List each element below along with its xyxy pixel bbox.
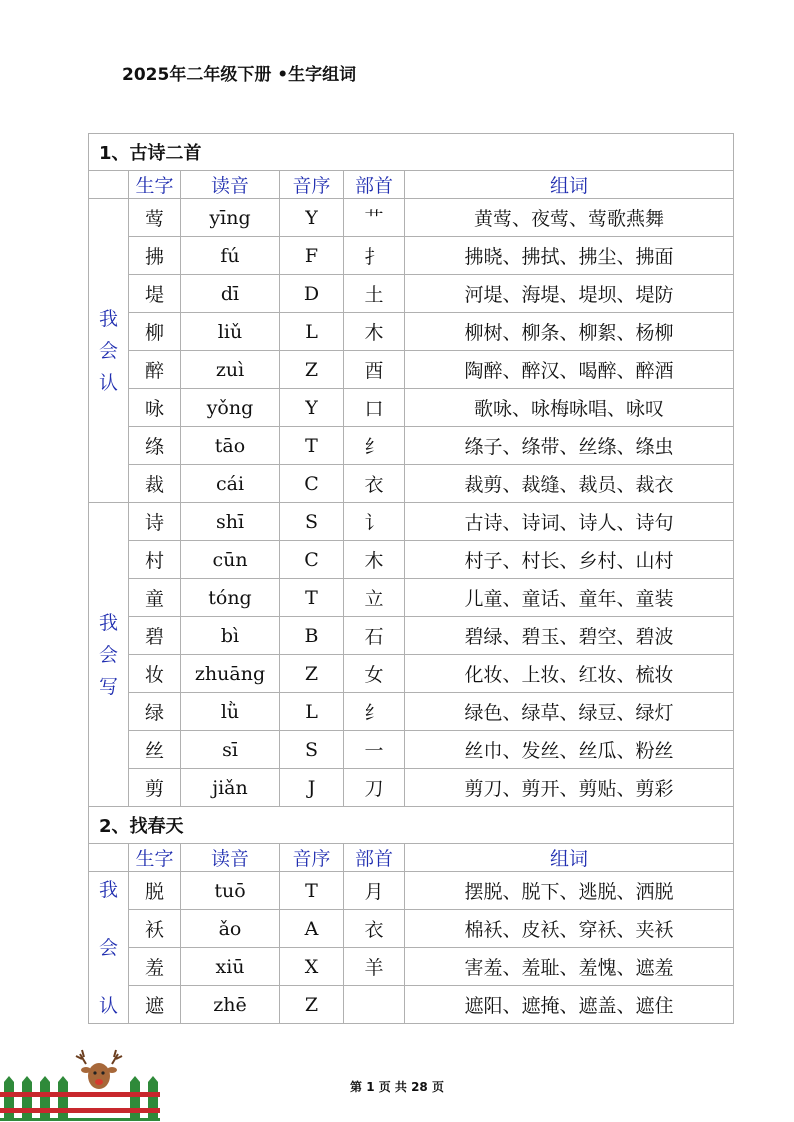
cell-radical: 木	[344, 541, 405, 579]
cell-pinyin: tóng	[181, 579, 280, 617]
cell-words: 歌咏、咏梅咏唱、咏叹	[405, 389, 734, 427]
cell-char: 袄	[129, 910, 181, 948]
table-row	[89, 948, 734, 986]
header-char: 生字	[129, 171, 181, 199]
group-label-char: 会	[98, 339, 118, 362]
cell-char: 裁	[129, 465, 181, 503]
cell-pinyin: liǔ	[181, 313, 280, 351]
cell-char: 童	[129, 579, 181, 617]
header-pinyin: 读音	[181, 171, 280, 199]
section-header	[89, 807, 734, 844]
table-row	[89, 579, 734, 617]
cell-radical: 酉	[344, 351, 405, 389]
cell-char: 莺	[129, 199, 181, 237]
header-words: 组词	[405, 844, 734, 872]
page-title: 2025年二年级下册 •生字组词	[122, 65, 357, 85]
cell-words: 古诗、诗词、诗人、诗句	[405, 503, 734, 541]
header-blank	[89, 844, 129, 872]
cell-order: T	[280, 872, 344, 910]
cell-order: F	[280, 237, 344, 275]
cell-radical: 石	[344, 617, 405, 655]
cell-pinyin: zhuāng	[181, 655, 280, 693]
cell-pinyin: cái	[181, 465, 280, 503]
header-words: 组词	[405, 171, 734, 199]
table-row	[89, 351, 734, 389]
cell-pinyin: sī	[181, 731, 280, 769]
header-pinyin: 读音	[181, 844, 280, 872]
header-radical: 部首	[344, 844, 405, 872]
cell-pinyin: tuō	[181, 872, 280, 910]
cell-order: D	[280, 275, 344, 313]
cell-pinyin: dī	[181, 275, 280, 313]
cell-radical: 纟	[344, 693, 405, 731]
cell-words: 碧绿、碧玉、碧空、碧波	[405, 617, 734, 655]
header-order: 音序	[280, 844, 344, 872]
cell-words: 绦子、绦带、丝绦、绦虫	[405, 427, 734, 465]
cell-words: 化妆、上妆、红妆、梳妆	[405, 655, 734, 693]
cell-pinyin: shī	[181, 503, 280, 541]
cell-order: X	[280, 948, 344, 986]
cell-order: S	[280, 731, 344, 769]
cell-order: T	[280, 427, 344, 465]
table-row	[89, 986, 734, 1024]
cell-pinyin: zhē	[181, 986, 280, 1024]
header-blank	[89, 171, 129, 199]
cell-radical: 立	[344, 579, 405, 617]
cell-words: 陶醉、醉汉、喝醉、醉酒	[405, 351, 734, 389]
cell-radical: 艹	[344, 199, 405, 237]
cell-order: Z	[280, 986, 344, 1024]
section-title: 1、古诗二首	[89, 134, 734, 171]
cell-order: J	[280, 769, 344, 807]
cell-words: 村子、村长、乡村、山村	[405, 541, 734, 579]
header-char: 生字	[129, 844, 181, 872]
group-label	[89, 503, 129, 807]
cell-order: L	[280, 313, 344, 351]
table-row	[89, 693, 734, 731]
cell-order: Z	[280, 351, 344, 389]
table-row	[89, 237, 734, 275]
cell-pinyin: tāo	[181, 427, 280, 465]
table-row	[89, 655, 734, 693]
group-label-char: 会	[98, 643, 118, 666]
cell-words: 丝巾、发丝、丝瓜、粉丝	[405, 731, 734, 769]
cell-char: 咏	[129, 389, 181, 427]
cell-order: T	[280, 579, 344, 617]
table-row	[89, 427, 734, 465]
cell-order: C	[280, 465, 344, 503]
table-row	[89, 465, 734, 503]
cell-words: 遮阳、遮掩、遮盖、遮住	[405, 986, 734, 1024]
cell-words: 绿色、绿草、绿豆、绿灯	[405, 693, 734, 731]
section-title: 2、找春天	[89, 807, 734, 844]
cell-char: 柳	[129, 313, 181, 351]
cell-radical: 羊	[344, 948, 405, 986]
page-number: 第 1 页 共 28 页	[350, 1080, 444, 1094]
cell-radical: 讠	[344, 503, 405, 541]
cell-words: 剪刀、剪开、剪贴、剪彩	[405, 769, 734, 807]
header-radical: 部首	[344, 171, 405, 199]
cell-char: 羞	[129, 948, 181, 986]
cell-pinyin: bì	[181, 617, 280, 655]
table-row	[89, 541, 734, 579]
cell-pinyin: zuì	[181, 351, 280, 389]
cell-words: 害羞、羞耻、羞愧、遮羞	[405, 948, 734, 986]
table-row	[89, 313, 734, 351]
cell-pinyin: fú	[181, 237, 280, 275]
table-row	[89, 910, 734, 948]
cell-radical: 口	[344, 389, 405, 427]
cell-order: B	[280, 617, 344, 655]
section-header	[89, 134, 734, 171]
cell-radical: 衣	[344, 910, 405, 948]
column-header-row	[89, 844, 734, 872]
table-row	[89, 275, 734, 313]
group-label-char: 会	[98, 936, 118, 959]
group-label	[89, 872, 129, 1024]
cell-pinyin: jiǎn	[181, 769, 280, 807]
cell-pinyin: yǒng	[181, 389, 280, 427]
cell-char: 妆	[129, 655, 181, 693]
cell-radical: 刀	[344, 769, 405, 807]
cell-pinyin: yīng	[181, 199, 280, 237]
cell-pinyin: cūn	[181, 541, 280, 579]
cell-words: 摆脱、脱下、逃脱、洒脱	[405, 872, 734, 910]
cell-radical: 衣	[344, 465, 405, 503]
header-order: 音序	[280, 171, 344, 199]
cell-words: 棉袄、皮袄、穿袄、夹袄	[405, 910, 734, 948]
cell-words: 河堤、海堤、堤坝、堤防	[405, 275, 734, 313]
group-label	[89, 199, 129, 503]
cell-words: 柳树、柳条、柳絮、杨柳	[405, 313, 734, 351]
cell-char: 绦	[129, 427, 181, 465]
cell-char: 剪	[129, 769, 181, 807]
cell-char: 堤	[129, 275, 181, 313]
cell-char: 丝	[129, 731, 181, 769]
cell-radical: 一	[344, 731, 405, 769]
table-row	[89, 769, 734, 807]
group-label-char: 我	[98, 878, 118, 901]
column-header-row	[89, 171, 734, 199]
cell-radical: 扌	[344, 237, 405, 275]
cell-radical	[344, 986, 405, 1024]
cell-words: 裁剪、裁缝、裁员、裁衣	[405, 465, 734, 503]
table-row	[89, 872, 734, 910]
cell-words: 儿童、童话、童年、童装	[405, 579, 734, 617]
table-row	[89, 731, 734, 769]
cell-pinyin: lǜ	[181, 693, 280, 731]
cell-char: 绿	[129, 693, 181, 731]
cell-radical: 纟	[344, 427, 405, 465]
group-label-char: 我	[98, 611, 118, 634]
cell-radical: 木	[344, 313, 405, 351]
cell-order: Z	[280, 655, 344, 693]
cell-pinyin: ǎo	[181, 910, 280, 948]
cell-words: 黄莺、夜莺、莺歌燕舞	[405, 199, 734, 237]
table-row	[89, 617, 734, 655]
cell-radical: 土	[344, 275, 405, 313]
cell-order: C	[280, 541, 344, 579]
group-label-char: 写	[98, 675, 118, 698]
cell-char: 脱	[129, 872, 181, 910]
cell-char: 拂	[129, 237, 181, 275]
cell-order: Y	[280, 199, 344, 237]
table-row	[89, 199, 734, 237]
cell-order: L	[280, 693, 344, 731]
group-label-char: 认	[98, 994, 118, 1017]
cell-char: 诗	[129, 503, 181, 541]
cell-order: A	[280, 910, 344, 948]
table-row	[89, 503, 734, 541]
cell-char: 遮	[129, 986, 181, 1024]
cell-char: 醉	[129, 351, 181, 389]
cell-pinyin: xiū	[181, 948, 280, 986]
table-row	[89, 389, 734, 427]
cell-order: S	[280, 503, 344, 541]
cell-char: 碧	[129, 617, 181, 655]
cell-radical: 月	[344, 872, 405, 910]
cell-order: Y	[280, 389, 344, 427]
group-label-char: 认	[98, 371, 118, 394]
cell-words: 拂晓、拂拭、拂尘、拂面	[405, 237, 734, 275]
group-label-char: 我	[98, 307, 118, 330]
cell-char: 村	[129, 541, 181, 579]
vocabulary-table	[88, 133, 734, 1024]
cell-radical: 女	[344, 655, 405, 693]
